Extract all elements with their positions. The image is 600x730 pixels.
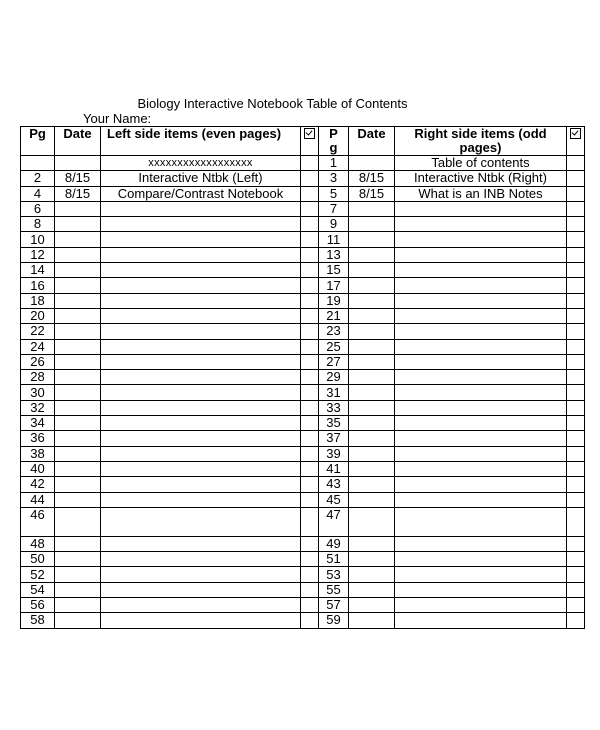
right-date xyxy=(349,217,395,232)
left-item xyxy=(101,293,301,308)
left-item xyxy=(101,613,301,628)
right-page-number: 31 xyxy=(319,385,349,400)
right-check xyxy=(567,492,585,507)
header-pg-left: Pg xyxy=(21,127,55,156)
left-date xyxy=(55,308,101,323)
left-item xyxy=(101,278,301,293)
right-check xyxy=(567,156,585,171)
right-item xyxy=(395,370,567,385)
header-check-right xyxy=(567,127,585,156)
table-row xyxy=(21,416,585,431)
left-check xyxy=(301,171,319,186)
left-check xyxy=(301,582,319,597)
right-item xyxy=(395,278,567,293)
table-row xyxy=(21,385,585,400)
right-check xyxy=(567,201,585,216)
right-page-number: 59 xyxy=(319,613,349,628)
left-date xyxy=(55,385,101,400)
left-item: Compare/Contrast Notebook xyxy=(101,186,301,201)
table-row xyxy=(21,446,585,461)
table-row xyxy=(21,582,585,597)
left-date xyxy=(55,370,101,385)
left-page-number: 10 xyxy=(21,232,55,247)
right-check xyxy=(567,613,585,628)
checkbox-checked-icon xyxy=(570,128,581,139)
right-check xyxy=(567,567,585,582)
right-item xyxy=(395,385,567,400)
right-item xyxy=(395,461,567,476)
left-page-number: 4 xyxy=(21,186,55,201)
left-page-number: 32 xyxy=(21,400,55,415)
left-page-number: 20 xyxy=(21,308,55,323)
right-page-number: 57 xyxy=(319,598,349,613)
left-item xyxy=(101,385,301,400)
right-check xyxy=(567,385,585,400)
left-page-number: 2 xyxy=(21,171,55,186)
table-row xyxy=(21,598,585,613)
right-page-number: 33 xyxy=(319,400,349,415)
right-check xyxy=(567,263,585,278)
table-row xyxy=(21,613,585,628)
left-check xyxy=(301,339,319,354)
right-date xyxy=(349,324,395,339)
right-page-number: 43 xyxy=(319,477,349,492)
left-check xyxy=(301,598,319,613)
right-item xyxy=(395,324,567,339)
right-check xyxy=(567,370,585,385)
left-check xyxy=(301,354,319,369)
left-item: Interactive Ntbk (Left) xyxy=(101,171,301,186)
left-page-number: 26 xyxy=(21,354,55,369)
table-row xyxy=(21,186,585,201)
left-page-number: 42 xyxy=(21,477,55,492)
right-date xyxy=(349,536,395,551)
right-page-number: 15 xyxy=(319,263,349,278)
left-date xyxy=(55,446,101,461)
right-check xyxy=(567,461,585,476)
table-row xyxy=(21,492,585,507)
left-check xyxy=(301,552,319,567)
right-date xyxy=(349,308,395,323)
right-page-number: 55 xyxy=(319,582,349,597)
right-item xyxy=(395,446,567,461)
header-right-items: Right side items (odd pages) xyxy=(395,127,567,156)
left-page-number: 24 xyxy=(21,339,55,354)
right-check xyxy=(567,171,585,186)
right-check xyxy=(567,324,585,339)
right-date xyxy=(349,339,395,354)
right-date xyxy=(349,156,395,171)
left-date: 8/15 xyxy=(55,186,101,201)
right-item xyxy=(395,477,567,492)
left-item xyxy=(101,201,301,216)
left-page-number: 40 xyxy=(21,461,55,476)
right-check xyxy=(567,416,585,431)
right-page-number: 17 xyxy=(319,278,349,293)
left-check xyxy=(301,324,319,339)
right-date xyxy=(349,477,395,492)
right-item xyxy=(395,308,567,323)
right-item xyxy=(395,567,567,582)
left-page-number: 44 xyxy=(21,492,55,507)
left-page-number: 56 xyxy=(21,598,55,613)
right-item xyxy=(395,354,567,369)
right-page-number: 51 xyxy=(319,552,349,567)
left-date xyxy=(55,582,101,597)
right-date xyxy=(349,416,395,431)
left-date xyxy=(55,477,101,492)
right-date xyxy=(349,446,395,461)
table-row xyxy=(21,552,585,567)
right-item xyxy=(395,400,567,415)
right-item xyxy=(395,582,567,597)
right-date xyxy=(349,201,395,216)
right-date xyxy=(349,247,395,262)
left-item xyxy=(101,324,301,339)
left-page-number: 22 xyxy=(21,324,55,339)
left-item xyxy=(101,552,301,567)
right-page-number: 49 xyxy=(319,536,349,551)
right-check xyxy=(567,552,585,567)
left-check xyxy=(301,416,319,431)
left-date xyxy=(55,263,101,278)
left-page-number: 30 xyxy=(21,385,55,400)
right-date: 8/15 xyxy=(349,171,395,186)
left-page-number: 46 xyxy=(21,507,55,536)
right-check xyxy=(567,431,585,446)
left-page-number: 16 xyxy=(21,278,55,293)
toc-table xyxy=(20,126,585,629)
header-pg-right: P g xyxy=(319,127,349,156)
right-check xyxy=(567,446,585,461)
right-item xyxy=(395,431,567,446)
right-page-number: 37 xyxy=(319,431,349,446)
left-item xyxy=(101,263,301,278)
header-date-right: Date xyxy=(349,127,395,156)
table-row xyxy=(21,461,585,476)
left-check xyxy=(301,492,319,507)
table-row xyxy=(21,201,585,216)
table-row xyxy=(21,232,585,247)
right-date xyxy=(349,278,395,293)
table-row xyxy=(21,339,585,354)
left-item xyxy=(101,431,301,446)
right-item xyxy=(395,263,567,278)
left-date xyxy=(55,567,101,582)
left-page-number: 36 xyxy=(21,431,55,446)
left-item xyxy=(101,446,301,461)
left-check xyxy=(301,507,319,536)
left-check xyxy=(301,186,319,201)
right-item: Interactive Ntbk (Right) xyxy=(395,171,567,186)
left-page-number: 54 xyxy=(21,582,55,597)
table-row xyxy=(21,324,585,339)
checkbox-checked-icon xyxy=(304,128,315,139)
right-check xyxy=(567,507,585,536)
right-item xyxy=(395,247,567,262)
table-row xyxy=(21,263,585,278)
left-item xyxy=(101,461,301,476)
left-date xyxy=(55,247,101,262)
right-item xyxy=(395,232,567,247)
left-date: 8/15 xyxy=(55,171,101,186)
table-row xyxy=(21,156,585,171)
left-item xyxy=(101,582,301,597)
left-check xyxy=(301,247,319,262)
right-item xyxy=(395,492,567,507)
table-row xyxy=(21,354,585,369)
right-date xyxy=(349,461,395,476)
right-check xyxy=(567,186,585,201)
right-page-number: 41 xyxy=(319,461,349,476)
right-check xyxy=(567,354,585,369)
right-date xyxy=(349,507,395,536)
right-page-number: 45 xyxy=(319,492,349,507)
left-date xyxy=(55,536,101,551)
right-page-number: 1 xyxy=(319,156,349,171)
left-check xyxy=(301,613,319,628)
left-date xyxy=(55,232,101,247)
right-date xyxy=(349,431,395,446)
table-row xyxy=(21,507,585,536)
right-date xyxy=(349,370,395,385)
left-item xyxy=(101,416,301,431)
left-item xyxy=(101,477,301,492)
right-item xyxy=(395,507,567,536)
left-check xyxy=(301,156,319,171)
left-page-number: 50 xyxy=(21,552,55,567)
left-check xyxy=(301,201,319,216)
left-page-number: 14 xyxy=(21,263,55,278)
right-date xyxy=(349,552,395,567)
right-item: Table of contents xyxy=(395,156,567,171)
left-item xyxy=(101,339,301,354)
right-page-number: 47 xyxy=(319,507,349,536)
right-item xyxy=(395,293,567,308)
table-row xyxy=(21,400,585,415)
right-page-number: 29 xyxy=(319,370,349,385)
left-check xyxy=(301,370,319,385)
right-page-number: 11 xyxy=(319,232,349,247)
left-date xyxy=(55,416,101,431)
left-item xyxy=(101,232,301,247)
left-date xyxy=(55,156,101,171)
right-page-number: 53 xyxy=(319,567,349,582)
your-name-label: Your Name: xyxy=(83,111,152,126)
right-page-number: 7 xyxy=(319,201,349,216)
left-page-number xyxy=(21,156,55,171)
left-page-number: 38 xyxy=(21,446,55,461)
right-page-number: 35 xyxy=(319,416,349,431)
table-row xyxy=(21,536,585,551)
table-row xyxy=(21,217,585,232)
toc-body xyxy=(21,156,585,629)
left-item xyxy=(101,492,301,507)
header-left-items: Left side items (even pages) xyxy=(101,127,301,156)
left-item xyxy=(101,308,301,323)
right-check xyxy=(567,308,585,323)
right-check xyxy=(567,339,585,354)
right-page-number: 13 xyxy=(319,247,349,262)
right-page-number: 19 xyxy=(319,293,349,308)
right-check xyxy=(567,582,585,597)
right-check xyxy=(567,477,585,492)
left-date xyxy=(55,492,101,507)
right-check xyxy=(567,247,585,262)
left-item xyxy=(101,217,301,232)
left-page-number: 8 xyxy=(21,217,55,232)
table-row xyxy=(21,370,585,385)
left-page-number: 6 xyxy=(21,201,55,216)
table-row xyxy=(21,247,585,262)
left-check xyxy=(301,278,319,293)
right-item xyxy=(395,201,567,216)
table-row xyxy=(21,477,585,492)
left-check xyxy=(301,308,319,323)
left-check xyxy=(301,446,319,461)
left-check xyxy=(301,461,319,476)
right-item xyxy=(395,613,567,628)
left-date xyxy=(55,293,101,308)
right-date xyxy=(349,582,395,597)
right-check xyxy=(567,278,585,293)
right-check xyxy=(567,232,585,247)
right-check xyxy=(567,293,585,308)
left-date xyxy=(55,278,101,293)
right-item xyxy=(395,598,567,613)
left-page-number: 18 xyxy=(21,293,55,308)
right-date xyxy=(349,598,395,613)
right-item xyxy=(395,416,567,431)
right-date xyxy=(349,492,395,507)
header-check-left xyxy=(301,127,319,156)
right-date xyxy=(349,293,395,308)
right-item xyxy=(395,339,567,354)
left-date xyxy=(55,613,101,628)
right-check xyxy=(567,217,585,232)
table-row xyxy=(21,567,585,582)
left-item xyxy=(101,354,301,369)
left-date xyxy=(55,217,101,232)
right-date xyxy=(349,354,395,369)
left-page-number: 58 xyxy=(21,613,55,628)
right-page-number: 5 xyxy=(319,186,349,201)
table-row xyxy=(21,278,585,293)
right-page-number: 39 xyxy=(319,446,349,461)
right-date xyxy=(349,567,395,582)
left-check xyxy=(301,536,319,551)
right-date xyxy=(349,613,395,628)
left-date xyxy=(55,354,101,369)
left-date xyxy=(55,461,101,476)
right-page-number: 9 xyxy=(319,217,349,232)
document-title: Biology Interactive Notebook Table of Contents xyxy=(137,96,408,111)
table-row xyxy=(21,171,585,186)
left-item xyxy=(101,507,301,536)
left-date xyxy=(55,324,101,339)
left-check xyxy=(301,217,319,232)
left-check xyxy=(301,232,319,247)
right-check xyxy=(567,400,585,415)
left-check xyxy=(301,567,319,582)
left-item xyxy=(101,567,301,582)
left-check xyxy=(301,263,319,278)
left-page-number: 28 xyxy=(21,370,55,385)
left-date xyxy=(55,339,101,354)
header-date-left: Date xyxy=(55,127,101,156)
left-check xyxy=(301,431,319,446)
right-date xyxy=(349,263,395,278)
left-item xyxy=(101,536,301,551)
left-page-number: 34 xyxy=(21,416,55,431)
left-item: xxxxxxxxxxxxxxxxxx xyxy=(101,156,301,171)
left-page-number: 48 xyxy=(21,536,55,551)
table-header-row xyxy=(21,127,585,156)
right-page-number: 27 xyxy=(319,354,349,369)
left-check xyxy=(301,385,319,400)
left-date xyxy=(55,507,101,536)
right-check xyxy=(567,536,585,551)
left-date xyxy=(55,431,101,446)
left-item xyxy=(101,247,301,262)
left-date xyxy=(55,598,101,613)
right-item xyxy=(395,552,567,567)
left-item xyxy=(101,370,301,385)
right-page-number: 23 xyxy=(319,324,349,339)
right-item xyxy=(395,536,567,551)
right-page-number: 25 xyxy=(319,339,349,354)
right-item: What is an INB Notes xyxy=(395,186,567,201)
right-date xyxy=(349,232,395,247)
right-page-number: 3 xyxy=(319,171,349,186)
table-row xyxy=(21,293,585,308)
right-date: 8/15 xyxy=(349,186,395,201)
table-row xyxy=(21,431,585,446)
left-date xyxy=(55,552,101,567)
right-date xyxy=(349,385,395,400)
left-page-number: 52 xyxy=(21,567,55,582)
left-check xyxy=(301,400,319,415)
left-check xyxy=(301,477,319,492)
right-check xyxy=(567,598,585,613)
right-page-number: 21 xyxy=(319,308,349,323)
left-item xyxy=(101,400,301,415)
left-date xyxy=(55,201,101,216)
right-item xyxy=(395,217,567,232)
left-date xyxy=(55,400,101,415)
left-check xyxy=(301,293,319,308)
left-item xyxy=(101,598,301,613)
left-page-number: 12 xyxy=(21,247,55,262)
right-date xyxy=(349,400,395,415)
table-row xyxy=(21,308,585,323)
